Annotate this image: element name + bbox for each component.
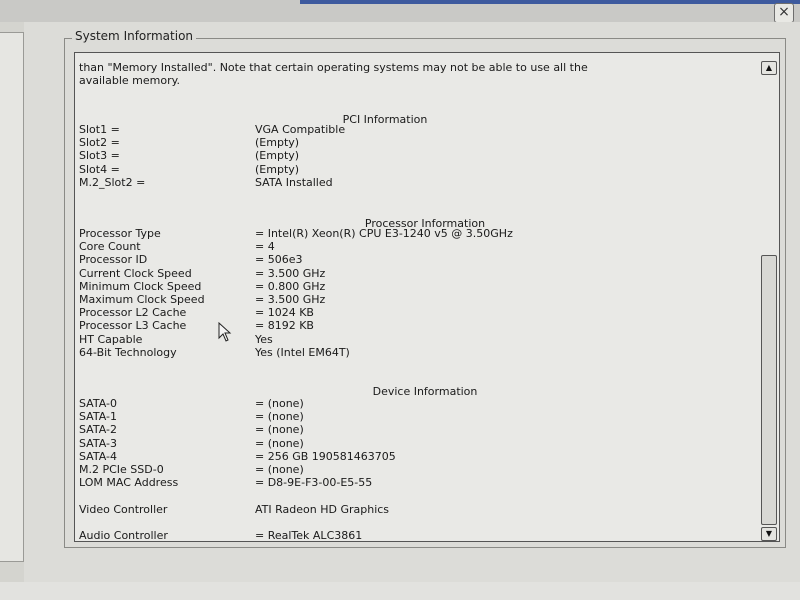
row-value: = Intel(R) Xeon(R) CPU E3-1240 v5 @ 3.50GHz	[255, 227, 513, 240]
groupbox-title: System Information	[72, 29, 196, 43]
row-label: Video Controller	[79, 503, 168, 516]
row-value: = RealTek ALC3861	[255, 529, 363, 539]
row-value: = (none)	[255, 463, 304, 476]
row-label: Audio Controller	[79, 529, 168, 539]
row-value: = 3.500 GHz	[255, 266, 326, 280]
mouse-pointer-icon	[218, 322, 232, 342]
row-label: Slot3 =	[79, 149, 120, 163]
row-value: = 4	[255, 240, 275, 254]
row-label: Slot4 =	[79, 162, 120, 176]
row-value: = 506e3	[255, 253, 303, 267]
device-section-title: Device Information	[372, 385, 478, 398]
row-label: Slot1 =	[79, 123, 120, 136]
row-value: = 1024 KB	[255, 306, 314, 320]
row-label: SATA-4	[79, 449, 117, 463]
intro-line: than "Memory Installed". Note that certain operating systems may not be able to use all the	[79, 61, 588, 74]
row-value: VGA Compatible	[255, 123, 346, 136]
row-value: = 3.500 GHz	[255, 293, 326, 306]
row-label: Processor ID	[79, 253, 148, 267]
row-value: (Empty)	[255, 136, 300, 150]
row-value: (Empty)	[255, 162, 300, 176]
system-information-text-area[interactable]	[74, 52, 780, 542]
row-label: 64-Bit Technology	[79, 345, 177, 359]
information-content	[79, 55, 759, 539]
row-label: SATA-0	[79, 397, 117, 410]
row-label: Minimum Clock Speed	[79, 279, 202, 293]
row-value: = D8-9E-F3-00-E5-55	[255, 476, 373, 490]
vertical-scrollbar[interactable]	[761, 55, 777, 539]
row-value: = 256 GB 190581463705	[255, 449, 396, 463]
row-value: = 8192 KB	[255, 319, 314, 333]
row-value: = (none)	[255, 397, 304, 410]
row-label: Core Count	[79, 240, 141, 254]
row-value: = (none)	[255, 436, 304, 450]
title-accent-bar	[300, 0, 800, 4]
scroll-down-icon[interactable]: ▼	[761, 527, 777, 541]
intro-line: available memory.	[79, 74, 181, 87]
row-value: Yes (Intel EM64T)	[255, 345, 350, 359]
row-label: Processor L2 Cache	[79, 306, 187, 320]
row-label: Slot2 =	[79, 136, 120, 150]
processor-section-title: Processor Information	[364, 217, 486, 230]
row-value: (Empty)	[255, 149, 300, 163]
row-value: = (none)	[255, 410, 304, 424]
row-label: Processor L3 Cache	[79, 319, 187, 333]
left-navigation-panel[interactable]	[0, 32, 24, 562]
row-label: SATA-3	[79, 436, 117, 450]
scrollbar-thumb[interactable]	[761, 255, 777, 525]
pci-section-title: PCI Information	[342, 113, 428, 126]
row-value: = (none)	[255, 423, 304, 437]
scroll-up-icon[interactable]: ▲	[761, 61, 777, 75]
row-label: M.2_Slot2 =	[79, 175, 146, 189]
row-label: HT Capable	[79, 332, 143, 346]
row-value: ATI Radeon HD Graphics	[255, 503, 390, 516]
close-icon[interactable]: ×	[774, 3, 794, 23]
bottom-button-area	[0, 582, 800, 600]
row-label: LOM MAC Address	[79, 476, 179, 490]
row-value: Yes	[255, 332, 273, 346]
row-value: = 0.800 GHz	[255, 279, 326, 293]
row-value: SATA Installed	[255, 175, 333, 189]
row-label: M.2 PCIe SSD-0	[79, 463, 164, 476]
row-label: SATA-1	[79, 410, 117, 424]
row-label: Processor Type	[79, 227, 161, 240]
row-label: Maximum Clock Speed	[79, 293, 205, 306]
row-label: SATA-2	[79, 423, 117, 437]
row-label: Current Clock Speed	[79, 266, 192, 280]
